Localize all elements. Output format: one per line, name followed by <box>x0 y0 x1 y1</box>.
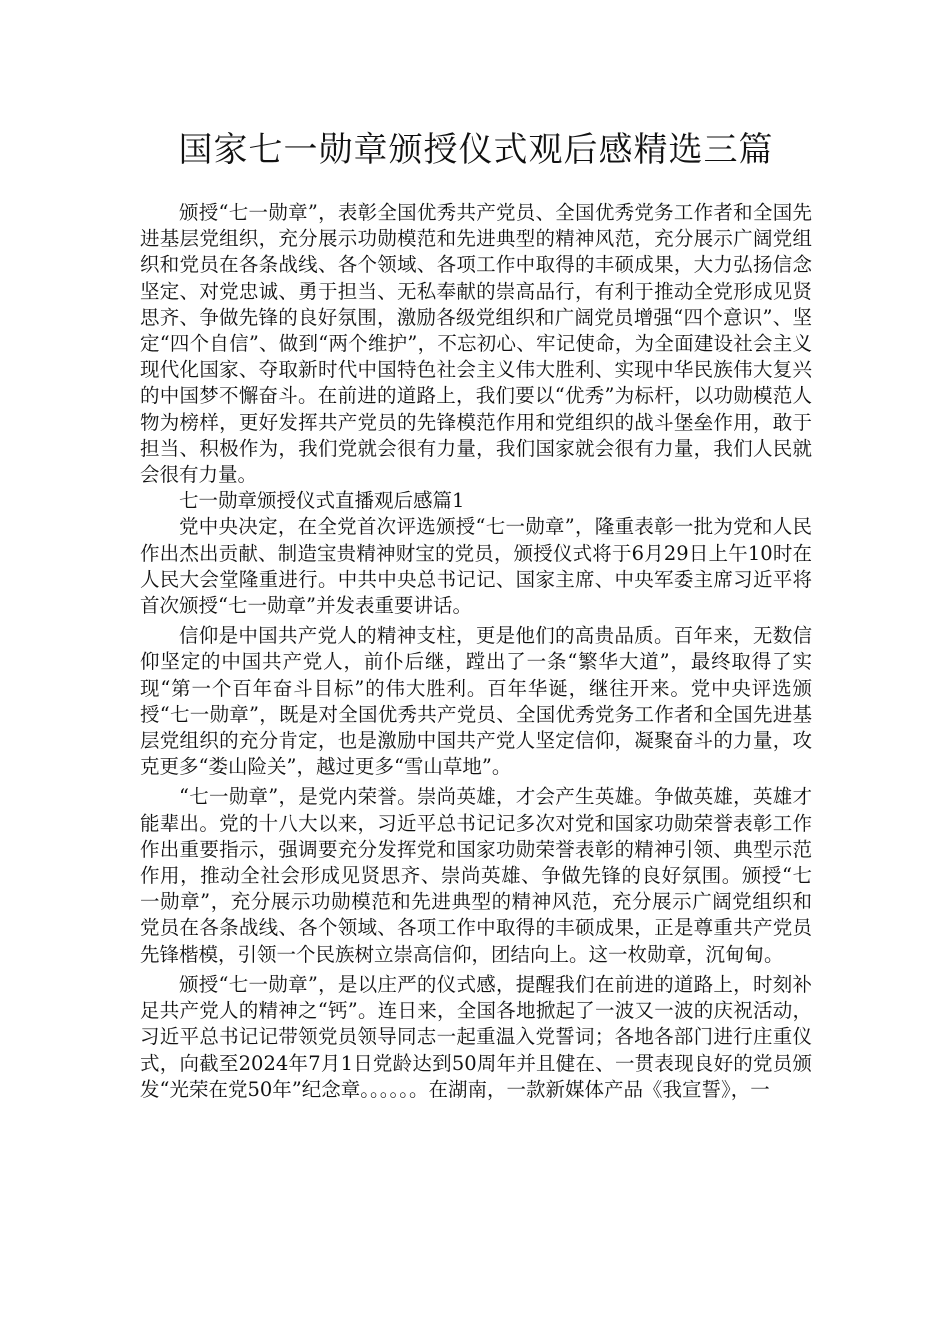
document-body <box>140 200 812 1103</box>
body-paragraph-3: “七一勋章”，是党内荣誉。崇尚英雄，才会产生英雄。争做英雄，英雄才能辈出。党的十八大以来，习近平总书记记多次对党和国家功勋荣誉表彰工作作出重要指示，强调要充分发挥党和国家功勋荣誉表彰的精神引领、典型示范作用，推动全社会形成见贤思齐、崇尚英雄、争做先锋的良好氛围。颁授“七一勋章”，充分展示功勋模范和先进典型的精神风范，充分展示广阔党组织和党员在各条战线、各个领域、各项工作中取得的丰硕成果，正是尊重共产党员先锋楷模，引领一个民族树立崇高信仰，团结向上。这一枚勋章，沉甸甸。 <box>140 785 812 966</box>
body-paragraph-2: 信仰是中国共产党人的精神支柱，更是他们的高贵品质。百年来，无数信仰坚定的中国共产党人，前仆后继，蹚出了一条“繁华大道”，最终取得了实现“第一个百年奋斗目标”的伟大胜利。百年华诞，继往开来。党中央评选颁授“七一勋章”，既是对全国优秀共产党员、全国优秀党务工作者和全国先进基层党组织的充分肯定，也是激励中国共产党人坚定信仰，凝聚奋斗的力量，攻克更多“娄山险关”，越过更多“雪山草地”。 <box>140 624 812 779</box>
intro-paragraph: 颁授“七一勋章”，表彰全国优秀共产党员、全国优秀党务工作者和全国先进基层党组织，充分展示功勋模范和先进典型的精神风范，充分展示广阔党组织和党员在各条战线、各个领域、各项工作中取得的丰硕成果，大力弘扬信念坚定、对党忠诚、勇于担当、无私奉献的崇高品行，有利于推动全党形成见贤思齐、争做先锋的良好氛围，激励各级党组织和广阔党员增强“四个意识”、坚定“四个自信”、做到“两个维护”，不忘初心、牢记使命，为全面建设社会主义现代化国家、夺取新时代中国特色社会主义伟大胜利、实现中华民族伟大复兴的中国梦不懈奋斗。在前进的道路上，我们要以“优秀”为标杆，以功勋模范人物为榜样，更好发挥共产党员的先锋模范作用和党组织的战斗堡垒作用，敢于担当、积极作为，我们党就会很有力量，我们国家就会很有力量，我们人民就会很有力量。 <box>140 201 812 487</box>
body-paragraph-4: 颁授“七一勋章”，是以庄严的仪式感，提醒我们在前进的道路上，时刻补足共产党人的精神之“钙”。连日来，全国各地掀起了一波又一波的庆祝活动，习近平总书记记带领党员领导同志一起重温入党誓词；各地各部门进行庄重仪式，向截至2024年7月1日党龄达到50周年并且健在、一贯表现良好的党员颁发“光荣在党50年”纪念章。。。。。。在湖南，一款新媒体产品《我宣誓》，一 <box>140 972 812 1101</box>
body-paragraph-1: 党中央决定，在全党首次评选颁授“七一勋章”，隆重表彰一批为党和人民作出杰出贡献、制造宝贵精神财宝的党员，颁授仪式将于6月29日上午10时在人民大会堂隆重进行。中共中央总书记记、国家主席、中央军委主席习近平将首次颁授“七一勋章”并发表重要讲话。 <box>140 515 812 618</box>
document-title: 国家七一勋章颁授仪式观后感精选三篇 <box>178 130 774 170</box>
section-heading: 七一勋章颁授仪式直播观后感篇1 <box>179 489 465 513</box>
